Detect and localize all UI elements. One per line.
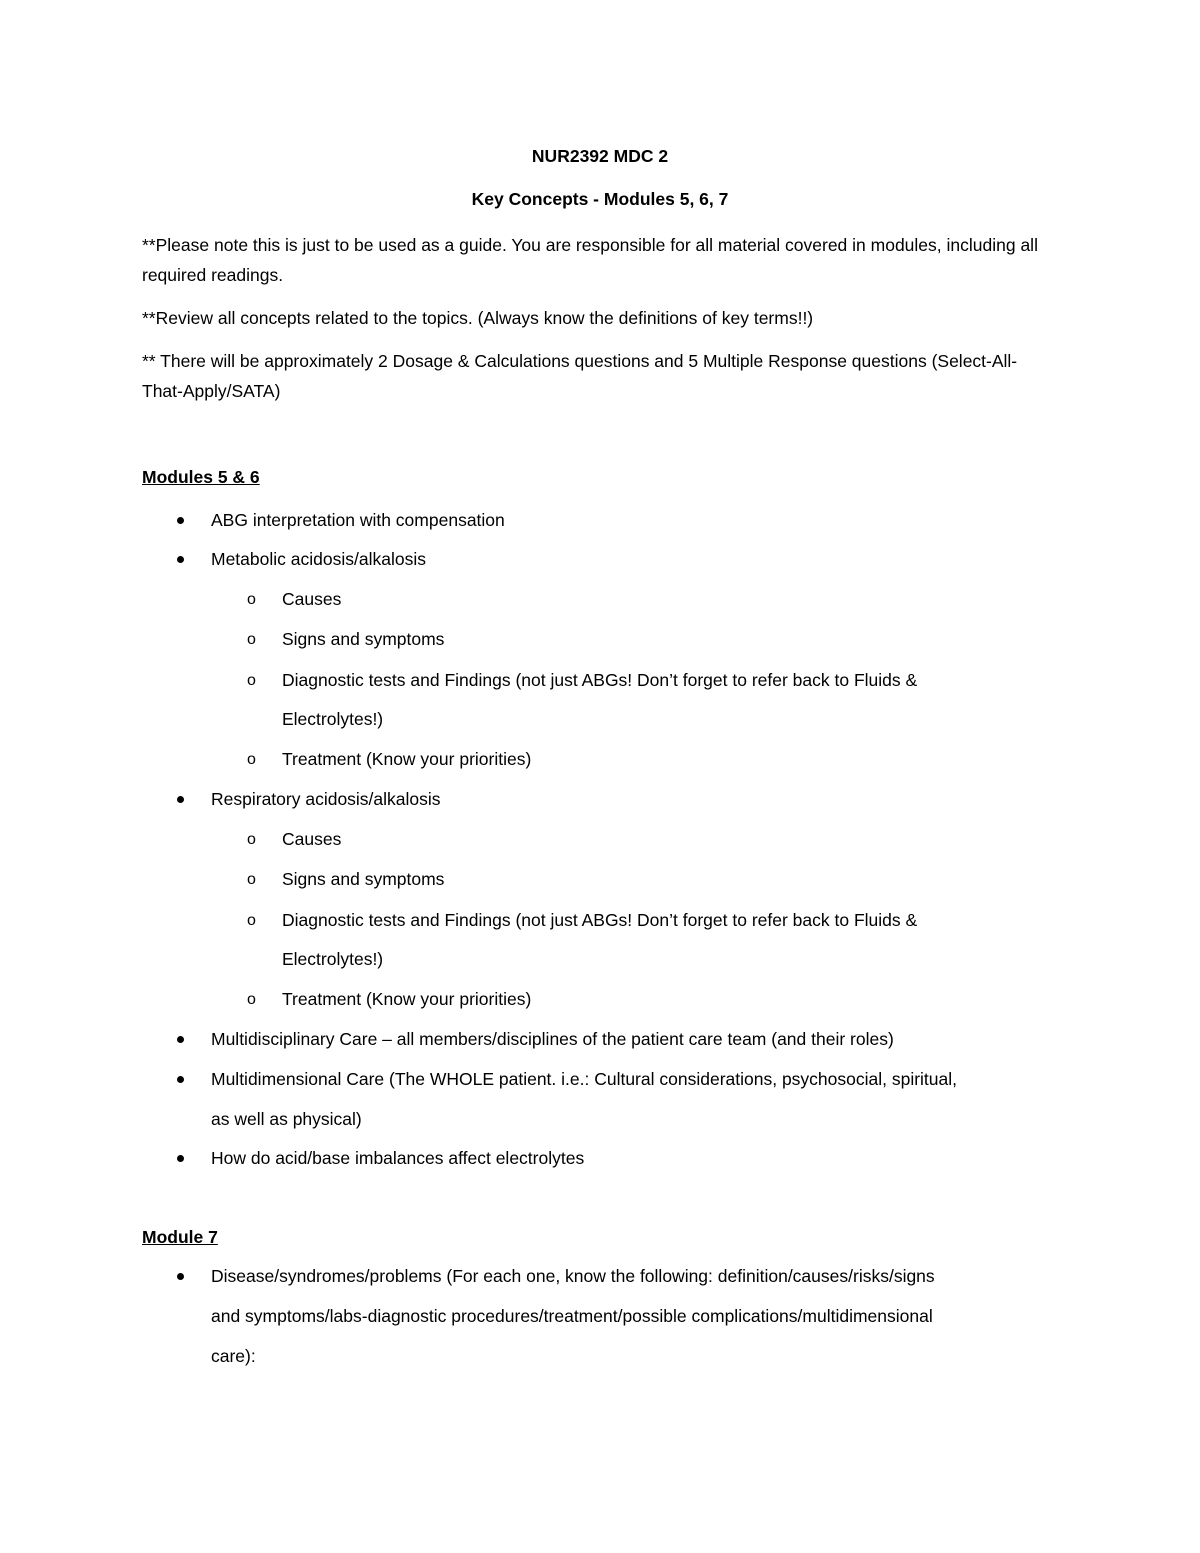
sub-bullet-icon: o: [247, 591, 256, 608]
document-title: NUR2392 MDC 2: [531, 146, 669, 166]
sub-bullet-icon: o: [247, 912, 256, 929]
bullet-icon: [175, 516, 187, 528]
list-subitem: Treatment (Know your priorities): [282, 749, 532, 769]
sub-bullet-icon: o: [247, 672, 256, 689]
list-item: Respiratory acidosis/alkalosis: [211, 789, 441, 809]
list-subitem: Diagnostic tests and Findings (not just ABGs! Don’t forget to refer back to Fluids &: [282, 910, 918, 930]
list-subitem: Causes: [282, 589, 342, 609]
sub-bullet-icon: o: [247, 991, 256, 1008]
list-item: Disease/syndromes/problems (For each one, know the following: definition/causes/risks/signs: [211, 1266, 935, 1286]
list-item-continuation: care):: [211, 1346, 256, 1366]
bullet-icon: [175, 795, 187, 807]
note-review: **Review all concepts related to the topics. (Always know the definitions of key terms!!): [142, 308, 814, 328]
list-subitem: Treatment (Know your priorities): [282, 989, 532, 1009]
section-heading-modules-5-6: Modules 5 & 6: [142, 467, 260, 487]
bullet-icon: [175, 555, 187, 567]
list-item: Multidimensional Care (The WHOLE patient. i.e.: Cultural considerations, psychosocial, spiritual,: [211, 1069, 958, 1089]
bullet-icon: [175, 1075, 187, 1087]
list-subitem: Signs and symptoms: [282, 869, 445, 889]
section-heading-module-7: Module 7: [142, 1227, 218, 1247]
sub-bullet-icon: o: [247, 751, 256, 768]
list-item-continuation: as well as physical): [211, 1109, 362, 1129]
sub-bullet-icon: o: [247, 831, 256, 848]
note-questions: ** There will be approximately 2 Dosage & Calculations questions and 5 Multiple Response questions (Select-All-That-Apply/SATA): [142, 351, 1018, 401]
bullet-icon: [175, 1272, 187, 1284]
document-subtitle: Key Concepts - Modules 5, 6, 7: [471, 189, 729, 209]
list-item: ABG interpretation with compensation: [211, 510, 505, 530]
sub-bullet-icon: o: [247, 631, 256, 648]
note-guide: **Please note this is just to be used as a guide. You are responsible for all material covered in modules, including all required readings.: [142, 235, 1038, 285]
bullet-icon: [175, 1154, 187, 1166]
list-subitem: Causes: [282, 829, 342, 849]
list-subitem-continuation: Electrolytes!): [282, 949, 384, 969]
list-subitem: Signs and symptoms: [282, 629, 445, 649]
list-subitem-continuation: Electrolytes!): [282, 709, 384, 729]
list-item: Multidisciplinary Care – all members/disciplines of the patient care team (and their roles): [211, 1029, 894, 1049]
bullet-icon: [175, 1035, 187, 1047]
list-subitem: Diagnostic tests and Findings (not just ABGs! Don’t forget to refer back to Fluids &: [282, 670, 918, 690]
list-item-continuation: and symptoms/labs-diagnostic procedures/treatment/possible complications/multidimensional: [211, 1306, 933, 1326]
sub-bullet-icon: o: [247, 871, 256, 888]
list-item: Metabolic acidosis/alkalosis: [211, 549, 426, 569]
list-item: How do acid/base imbalances affect electrolytes: [211, 1148, 585, 1168]
